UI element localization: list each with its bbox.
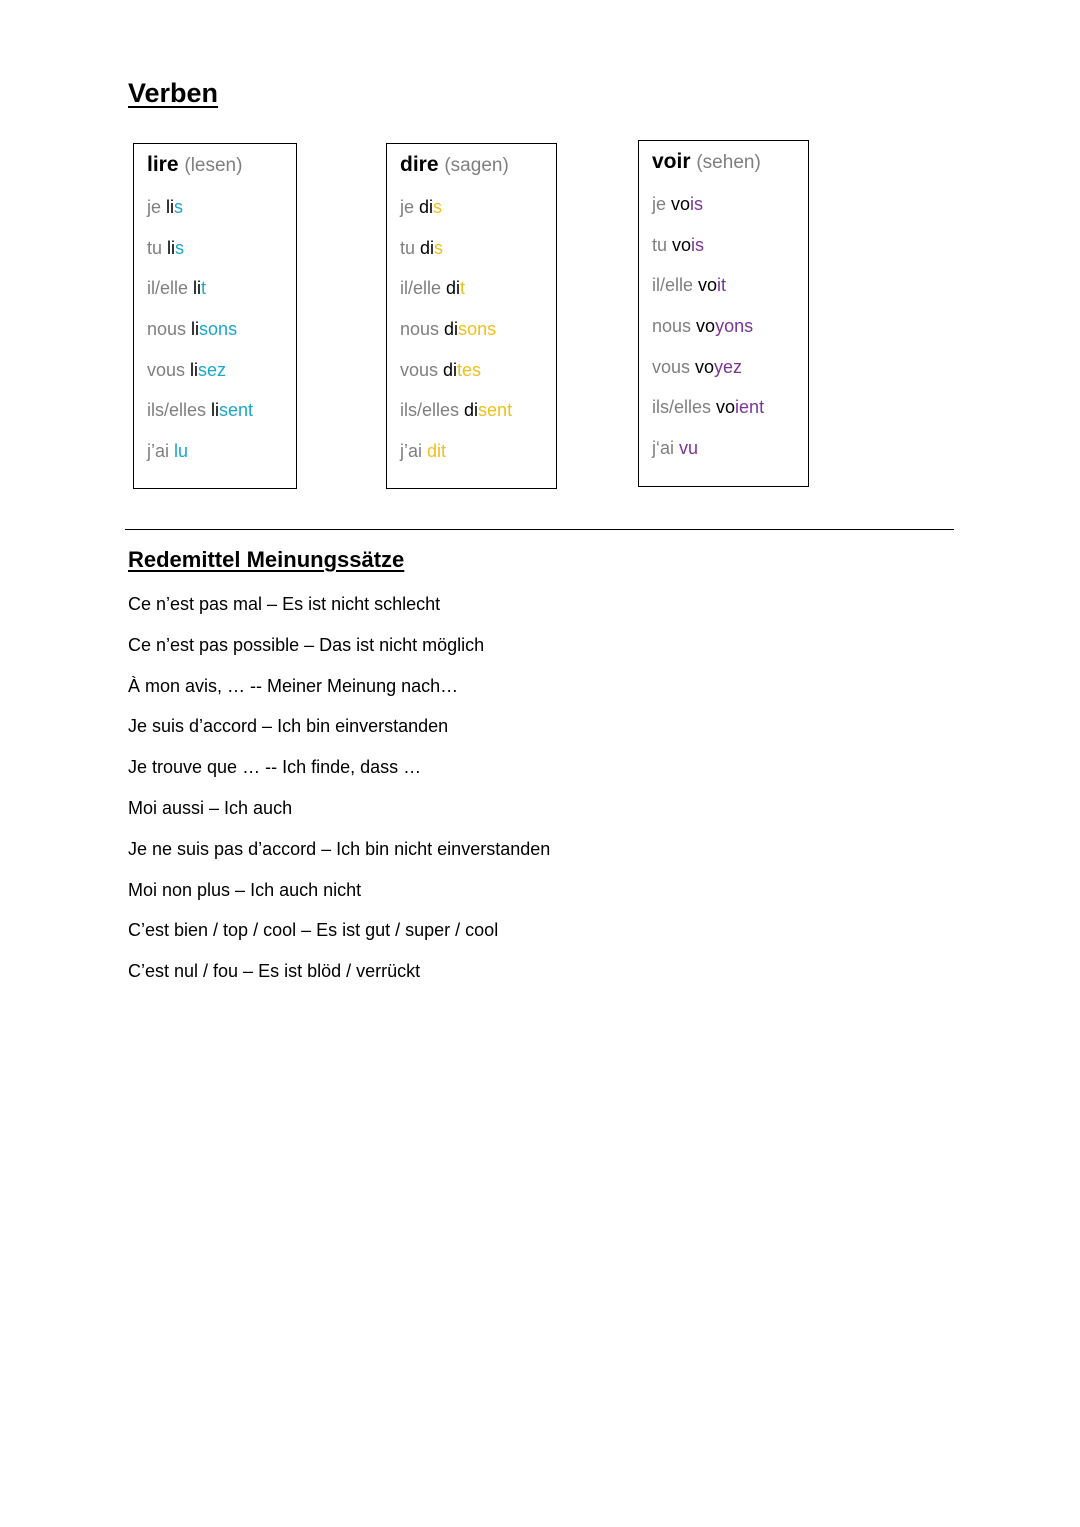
- verb-ending: tes: [457, 359, 482, 380]
- pronoun: il/elle: [652, 275, 699, 296]
- verb-ending: t: [201, 278, 207, 299]
- verb-stem: di: [444, 319, 459, 340]
- conjugation-row: [147, 236, 296, 260]
- verb-ending: lu: [174, 441, 189, 462]
- pronoun: tu: [147, 237, 168, 258]
- phrase-item: À mon avis, … -- Meiner Meinung nach…: [128, 675, 459, 696]
- pronoun: il/elle: [147, 278, 194, 299]
- phrase-item: C’est nul / fou – Es ist blöd / verrückt: [128, 961, 421, 982]
- verb-ending: s: [174, 197, 184, 217]
- verb-stem: vo: [695, 356, 715, 377]
- verb-stem: di: [420, 237, 435, 258]
- conjugation-row: [652, 395, 808, 419]
- conjugation-row: [652, 273, 808, 297]
- conjugation-row: [147, 358, 296, 382]
- verb-stem: li: [191, 319, 200, 340]
- phrase-item: Je trouve que … -- Ich finde, dass …: [128, 757, 422, 778]
- verb-ending: is: [690, 194, 704, 214]
- verb-box-dire: [386, 143, 557, 489]
- page-title: Verben: [128, 78, 219, 108]
- verb-ending: s: [433, 197, 443, 217]
- conjugation-row: [400, 236, 556, 260]
- verb-stem: vo: [696, 316, 716, 337]
- pronoun: je: [652, 194, 672, 214]
- conjugation-row: [400, 276, 556, 300]
- section-title: Redemittel Meinungssätze: [128, 547, 405, 572]
- pronoun: j’ai: [147, 441, 175, 462]
- verb-stem: vo: [671, 194, 691, 214]
- verb-stem: li: [167, 237, 176, 258]
- pronoun: nous: [400, 319, 445, 340]
- phrase-item: Ce n’est pas possible – Das ist nicht möglich: [128, 634, 485, 655]
- verb-stem: vo: [716, 397, 736, 418]
- pronoun: vous: [147, 359, 191, 380]
- conjugation-row: [652, 233, 808, 257]
- pronoun: vous: [400, 359, 444, 380]
- conjugation-row: [400, 358, 556, 382]
- verb-translation: (sagen): [444, 155, 509, 176]
- verb-translation: (lesen): [184, 155, 243, 176]
- pronoun: je: [400, 197, 420, 217]
- verb-ending: yons: [715, 316, 754, 337]
- verb-stem: di: [419, 197, 434, 217]
- verb-ending: sons: [458, 319, 497, 340]
- pronoun: ils/elles: [147, 400, 212, 421]
- verb-ending: t: [460, 278, 466, 299]
- verb-ending: it: [717, 275, 727, 296]
- verb-stem: vo: [672, 234, 692, 255]
- verb-heading: [652, 149, 808, 175]
- conjugation-row: [147, 398, 296, 422]
- verb-stem: li: [166, 197, 175, 217]
- phrase-item: Ce n’est pas mal – Es ist nicht schlecht: [128, 594, 441, 614]
- verb-ending: dit: [427, 441, 447, 462]
- pronoun: tu: [652, 234, 673, 255]
- pronoun: je: [147, 197, 167, 217]
- verb-ending: s: [175, 237, 185, 258]
- verb-ending: s: [434, 237, 444, 258]
- verb-ending: yez: [714, 356, 743, 377]
- phrase-item: Je suis d’accord – Ich bin einverstanden: [128, 716, 449, 737]
- verb-box-voir: [638, 140, 809, 487]
- pronoun: ils/elles: [652, 397, 717, 418]
- pronoun: il/elle: [400, 278, 447, 299]
- conjugation-row: [400, 398, 556, 422]
- pronoun: j’ai: [400, 441, 428, 462]
- verb-stem: li: [193, 278, 202, 299]
- verb-infinitive: voir: [652, 150, 691, 173]
- conjugation-row: [652, 314, 808, 338]
- phrase-item: C’est bien / top / cool – Es ist gut / super / cool: [128, 920, 499, 941]
- section-divider: [125, 529, 954, 530]
- conjugation-row: [400, 439, 556, 463]
- conjugation-row: [147, 195, 296, 219]
- verb-stem: di: [464, 400, 479, 421]
- conjugation-row: [652, 355, 808, 379]
- verb-ending: sez: [198, 359, 227, 380]
- conjugation-row: [400, 195, 556, 219]
- phrase-item: Je ne suis pas d’accord – Ich bin nicht einverstanden: [128, 838, 551, 859]
- conjugation-row: [652, 192, 808, 216]
- conjugation-row: [147, 276, 296, 300]
- verb-heading: [400, 152, 556, 178]
- pronoun: nous: [147, 319, 192, 340]
- verb-ending: sent: [219, 400, 254, 421]
- pronoun: j‘ai: [652, 438, 680, 459]
- phrase-list: [128, 592, 550, 1000]
- verb-stem: di: [446, 278, 461, 299]
- pronoun: tu: [400, 237, 421, 258]
- verb-ending: is: [691, 234, 705, 255]
- conjugation-row: [400, 317, 556, 341]
- verb-ending: sons: [199, 319, 238, 340]
- verb-infinitive: lire: [147, 153, 179, 176]
- phrase-item: Moi aussi – Ich auch: [128, 797, 293, 818]
- verb-ending: ient: [735, 397, 765, 418]
- conjugation-row: [652, 436, 808, 460]
- pronoun: vous: [652, 356, 696, 377]
- verb-box-lire: [133, 143, 297, 489]
- conjugation-row: [147, 317, 296, 341]
- verb-infinitive: dire: [400, 153, 439, 176]
- verb-stem: vo: [698, 275, 718, 296]
- phrase-item: Moi non plus – Ich auch nicht: [128, 879, 362, 900]
- verb-ending: vu: [679, 438, 699, 459]
- verb-stem: li: [190, 359, 199, 380]
- verb-stem: li: [211, 400, 220, 421]
- verb-ending: sent: [478, 400, 513, 421]
- pronoun: nous: [652, 316, 697, 337]
- verb-stem: di: [443, 359, 458, 380]
- pronoun: ils/elles: [400, 400, 465, 421]
- conjugation-row: [147, 439, 296, 463]
- verb-heading: [147, 152, 296, 178]
- verb-translation: (sehen): [696, 152, 761, 173]
